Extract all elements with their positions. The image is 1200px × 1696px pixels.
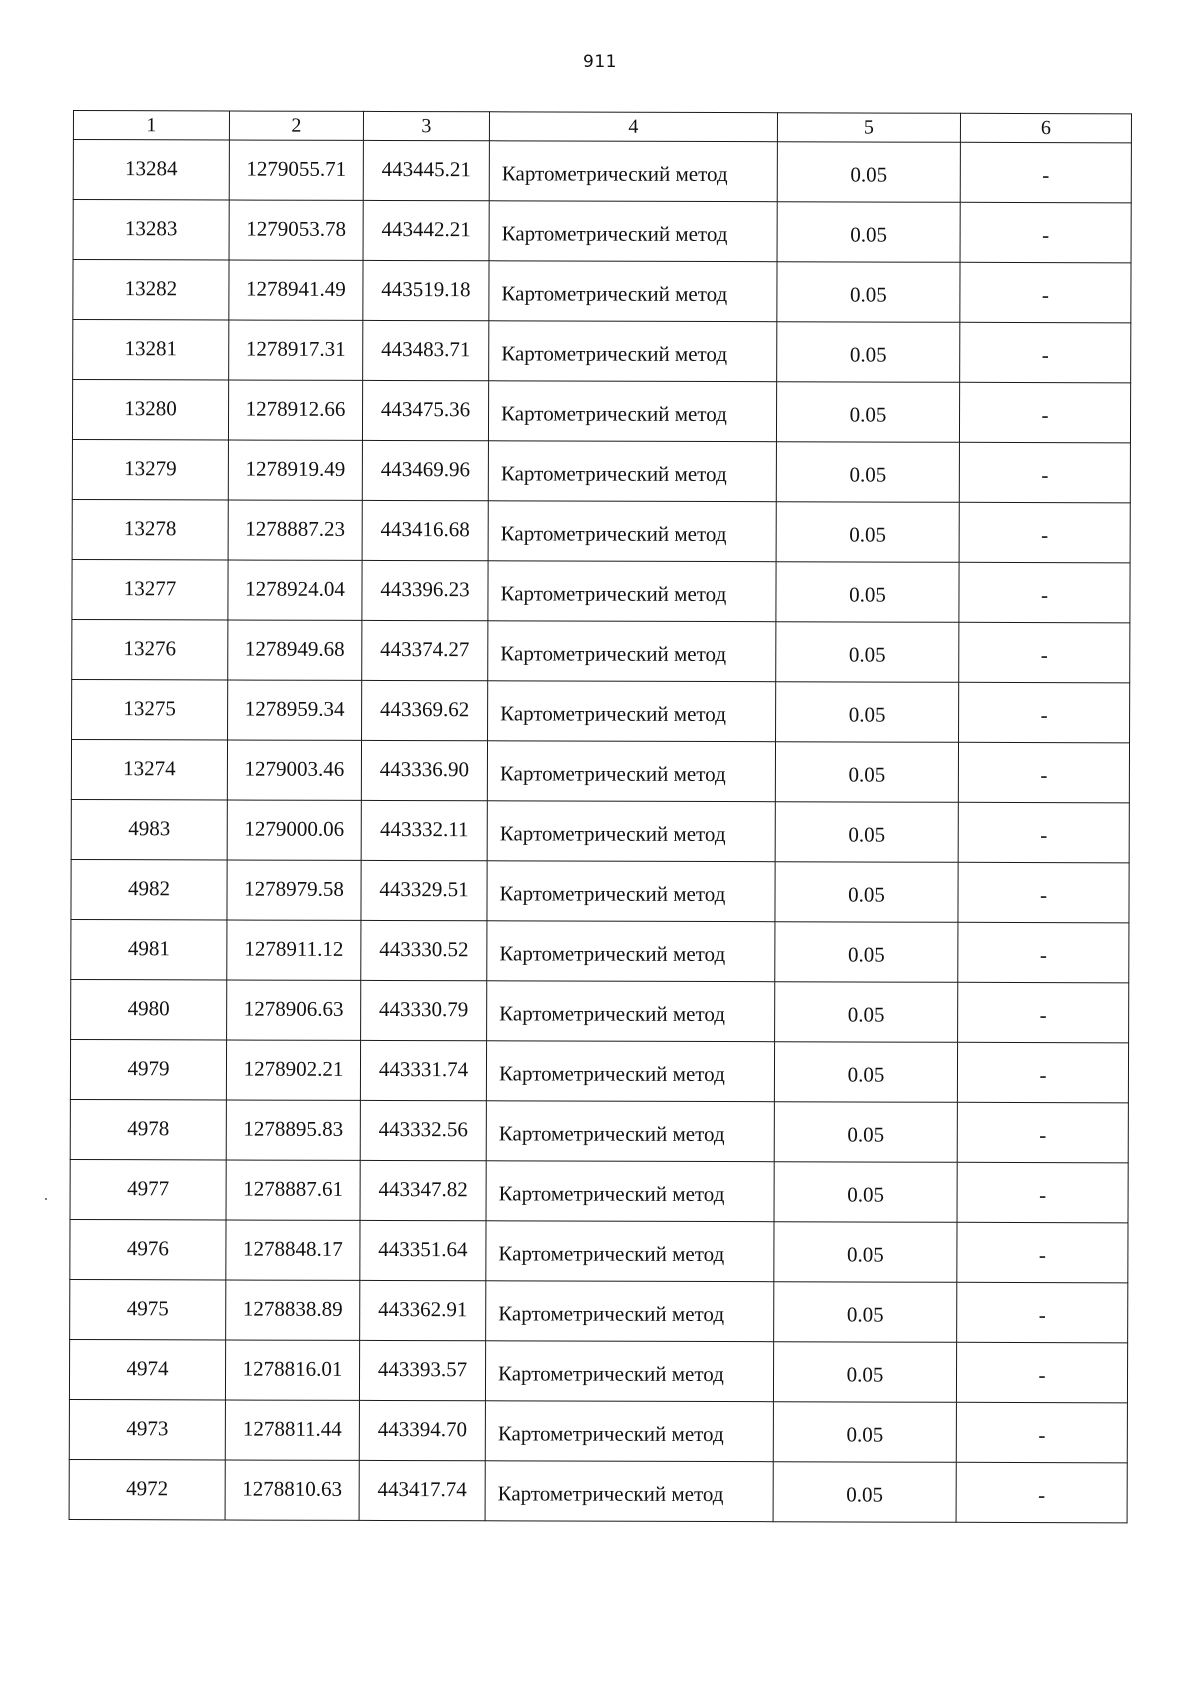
accuracy-cell: 0.05 [774,1162,957,1223]
description-cell: - [959,622,1130,683]
x-coordinate-cell: 1278902.21 [226,1040,360,1100]
point-number-cell: 4973 [69,1399,225,1459]
x-coordinate-cell: 1278906.63 [227,980,361,1040]
point-number-cell: 13283 [73,200,229,260]
y-coordinate-cell: 443336.90 [361,740,487,800]
accuracy-cell: 0.05 [777,322,960,383]
y-coordinate-cell: 443351.64 [360,1220,486,1280]
x-coordinate-cell: 1278816.01 [225,1340,359,1400]
point-number-cell: 13284 [73,140,229,200]
description-cell: - [956,1462,1127,1523]
accuracy-cell: 0.05 [775,862,958,923]
table-row [73,140,1131,203]
accuracy-cell: 0.05 [774,1222,957,1283]
method-cell: Картометрический метод [487,741,775,802]
y-coordinate-cell: 443445.21 [363,140,489,200]
accuracy-cell: 0.05 [776,682,959,743]
description-cell: - [958,802,1129,863]
description-cell: - [959,502,1130,563]
method-cell: Картометрический метод [487,981,775,1042]
point-number-cell: 13281 [73,320,229,380]
x-coordinate-cell: 1279055.71 [229,140,363,200]
y-coordinate-cell: 443330.52 [361,920,487,980]
method-cell: Картометрический метод [488,561,776,622]
table-row [73,320,1131,383]
point-number-cell: 4974 [69,1339,225,1399]
point-number-cell: 13282 [73,260,229,320]
x-coordinate-cell: 1278810.63 [225,1460,359,1520]
column-header-3: 3 [363,111,489,140]
table-row [73,200,1131,263]
column-header-1: 1 [73,111,229,140]
accuracy-cell: 0.05 [776,382,959,443]
x-coordinate-cell: 1278838.89 [226,1280,360,1340]
method-cell: Картометрический метод [486,1041,774,1102]
y-coordinate-cell: 443417.74 [359,1460,485,1520]
y-coordinate-cell: 443394.70 [359,1400,485,1460]
method-cell: Картометрический метод [489,261,777,322]
description-cell: - [959,562,1130,623]
table-row [71,739,1129,802]
description-cell: - [957,1102,1128,1163]
method-cell: Картометрический метод [485,1461,773,1522]
y-coordinate-cell: 443369.62 [362,680,488,740]
x-coordinate-cell: 1278911.12 [227,920,361,980]
accuracy-cell: 0.05 [777,202,960,263]
method-cell: Картометрический метод [485,1401,773,1462]
point-number-cell: 4979 [70,1039,226,1099]
table-row [71,799,1129,862]
accuracy-cell: 0.05 [775,742,958,803]
description-cell: - [959,682,1130,743]
table-row [69,1399,1127,1462]
accuracy-cell: 0.05 [777,142,960,203]
description-cell: - [958,982,1129,1043]
table-row [72,380,1130,443]
y-coordinate-cell: 443347.82 [360,1160,486,1220]
method-cell: Картометрический метод [488,681,776,742]
page-number: 911 [583,52,617,72]
y-coordinate-cell: 443331.74 [360,1040,486,1100]
point-number-cell: 13280 [72,380,228,440]
accuracy-cell: 0.05 [775,922,958,983]
accuracy-cell: 0.05 [774,1282,957,1343]
table-body [69,140,1131,1523]
y-coordinate-cell: 443329.51 [361,860,487,920]
method-cell: Картометрический метод [486,1221,774,1282]
x-coordinate-cell: 1278887.61 [226,1160,360,1220]
method-cell: Картометрический метод [486,1161,774,1222]
point-number-cell: 13279 [72,439,228,499]
point-number-cell: 13275 [72,679,228,739]
method-cell: Картометрический метод [487,801,775,862]
table-row [72,499,1130,562]
description-cell: - [957,1042,1128,1103]
x-coordinate-cell: 1278848.17 [226,1220,360,1280]
description-cell: - [960,262,1131,323]
x-coordinate-cell: 1278919.49 [228,440,362,500]
description-cell: - [959,442,1130,503]
accuracy-cell: 0.05 [775,982,958,1043]
accuracy-cell: 0.05 [774,1042,957,1103]
x-coordinate-cell: 1278912.66 [228,380,362,440]
table-header-row [73,111,1131,143]
table-row [69,1339,1127,1402]
point-number-cell: 4975 [70,1279,226,1339]
accuracy-cell: 0.05 [775,802,958,863]
description-cell: - [959,382,1130,443]
y-coordinate-cell: 443416.68 [362,500,488,560]
point-number-cell: 4977 [70,1159,226,1219]
x-coordinate-cell: 1278949.68 [228,620,362,680]
accuracy-cell: 0.05 [776,502,959,563]
x-coordinate-cell: 1278917.31 [229,320,363,380]
x-coordinate-cell: 1278979.58 [227,860,361,920]
y-coordinate-cell: 443374.27 [362,620,488,680]
table-row [72,679,1130,742]
description-cell: - [958,742,1129,803]
accuracy-cell: 0.05 [777,262,960,323]
y-coordinate-cell: 443483.71 [363,320,489,380]
description-cell: - [958,862,1129,923]
table-row [73,260,1131,323]
accuracy-cell: 0.05 [773,1342,956,1403]
method-cell: Картометрический метод [487,921,775,982]
accuracy-cell: 0.05 [773,1462,956,1523]
y-coordinate-cell: 443396.23 [362,560,488,620]
table-row [70,1099,1128,1162]
x-coordinate-cell: 1278924.04 [228,560,362,620]
method-cell: Картометрический метод [486,1101,774,1162]
point-number-cell: 13274 [71,739,227,799]
y-coordinate-cell: 443362.91 [360,1280,486,1340]
y-coordinate-cell: 443332.11 [361,800,487,860]
x-coordinate-cell: 1278887.23 [228,500,362,560]
table-row [70,1219,1128,1282]
description-cell: - [960,322,1131,383]
point-number-cell: 4976 [70,1219,226,1279]
description-cell: - [957,1222,1128,1283]
method-cell: Картометрический метод [488,441,776,502]
table-row [72,619,1130,682]
scan-speck [45,1198,47,1200]
x-coordinate-cell: 1279053.78 [229,200,363,260]
table-row [72,439,1130,502]
description-cell: - [956,1402,1127,1463]
method-cell: Картометрический метод [487,861,775,922]
x-coordinate-cell: 1278941.49 [229,260,363,320]
method-cell: Картометрический метод [489,201,777,262]
accuracy-cell: 0.05 [776,562,959,623]
point-number-cell: 4982 [71,859,227,919]
description-cell: - [960,202,1131,263]
column-header-6: 6 [960,113,1131,143]
x-coordinate-cell: 1278959.34 [228,680,362,740]
accuracy-cell: 0.05 [773,1402,956,1463]
point-number-cell: 4972 [69,1459,225,1519]
table-row [72,559,1130,622]
method-cell: Картометрический метод [488,501,776,562]
table-row [71,859,1129,922]
point-number-cell: 4981 [71,919,227,979]
y-coordinate-cell: 443330.79 [361,980,487,1040]
coordinates-table [69,110,1132,1523]
description-cell: - [958,922,1129,983]
column-header-5: 5 [777,113,960,143]
method-cell: Картометрический метод [489,321,777,382]
point-number-cell: 4980 [71,979,227,1039]
method-cell: Картометрический метод [489,141,777,202]
point-number-cell: 4978 [70,1099,226,1159]
table-row [70,1039,1128,1102]
table-row [70,1279,1128,1342]
y-coordinate-cell: 443393.57 [359,1340,485,1400]
method-cell: Картометрический метод [485,1341,773,1402]
table-row [69,1459,1127,1522]
description-cell: - [956,1342,1127,1403]
description-cell: - [957,1162,1128,1223]
table-row [70,1159,1128,1222]
point-number-cell: 13278 [72,499,228,559]
y-coordinate-cell: 443519.18 [363,260,489,320]
table-row [71,979,1129,1042]
column-header-2: 2 [229,111,363,140]
description-cell: - [957,1282,1128,1343]
y-coordinate-cell: 443332.56 [360,1100,486,1160]
method-cell: Картометрический метод [488,621,776,682]
column-header-4: 4 [489,112,777,142]
accuracy-cell: 0.05 [774,1102,957,1163]
accuracy-cell: 0.05 [776,442,959,503]
description-cell: - [960,142,1131,203]
point-number-cell: 13277 [72,559,228,619]
method-cell: Картометрический метод [488,381,776,442]
y-coordinate-cell: 443442.21 [363,200,489,260]
point-number-cell: 13276 [72,619,228,679]
method-cell: Картометрический метод [486,1281,774,1342]
x-coordinate-cell: 1279000.06 [227,800,361,860]
table-row [71,919,1129,982]
y-coordinate-cell: 443469.96 [362,440,488,500]
x-coordinate-cell: 1278895.83 [226,1100,360,1160]
point-number-cell: 4983 [71,799,227,859]
x-coordinate-cell: 1279003.46 [227,740,361,800]
accuracy-cell: 0.05 [776,622,959,683]
x-coordinate-cell: 1278811.44 [225,1400,359,1460]
y-coordinate-cell: 443475.36 [362,380,488,440]
